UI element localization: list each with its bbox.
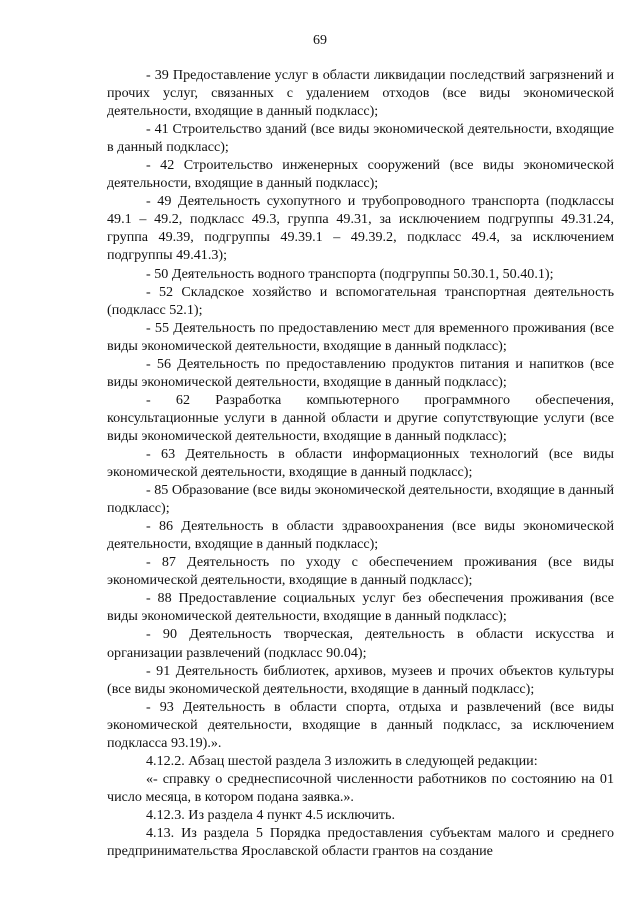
page-number: 69 bbox=[313, 33, 327, 48]
paragraph-4-12-3: 4.12.3. Из раздела 4 пункт 4.5 исключить. bbox=[146, 806, 396, 823]
paragraph-okved-62: - 62 Разработка компьютерного программного обеспечения, консультационные услуги в данной области и другие сопутствующие услуги (все виды экономической деятельности, входящие в данный подкласс); bbox=[107, 391, 614, 444]
paragraph-okved-42: - 42 Строительство инженерных сооружений (все виды экономической деятельности, входящие в данный подкласс); bbox=[107, 157, 614, 192]
paragraph-okved-41: - 41 Строительство зданий (все виды экономической деятельности, входящие в данный подкласс); bbox=[107, 121, 614, 156]
paragraph-okved-86: - 86 Деятельность в области здравоохранения (все виды экономической деятельности, входящие в данный подкласс); bbox=[107, 518, 614, 553]
paragraph-4-12-2: 4.12.2. Абзац шестой раздела 3 изложить в следующей редакции: bbox=[146, 752, 538, 769]
document-body bbox=[107, 66, 614, 860]
paragraph-okved-63: - 63 Деятельность в области информационных технологий (все виды экономической деятельности, входящие в данный подкласс); bbox=[107, 445, 614, 481]
paragraph-okved-52: - 52 Складское хозяйство и вспомогательная транспортная деятельность (подкласс 52.1); bbox=[107, 283, 614, 318]
paragraph-okved-50: - 50 Деятельность водного транспорта (подгруппы 50.30.1, 50.40.1); bbox=[146, 265, 554, 282]
paragraph-okved-91: - 91 Деятельность библиотек, архивов, музеев и прочих объектов культуры (все виды экономической деятельности, входящие в данный подкласс); bbox=[107, 662, 614, 697]
paragraph-okved-93: - 93 Деятельность в области спорта, отдыха и развлечений (все виды экономической деятельности, входящие в данный подкласс, за исключением подкласса 93.19).». bbox=[107, 698, 614, 751]
paragraph-okved-88: - 88 Предоставление социальных услуг без обеспечения проживания (все виды экономической деятельности, входящие в данный подкласс); bbox=[107, 590, 614, 625]
paragraph-quote-spravka: «- справку о среднесписочной численности работников по состоянию на 01 число месяца, в котором подана заявка.». bbox=[107, 770, 614, 805]
paragraph-okved-49: - 49 Деятельность сухопутного и трубопроводного транспорта (подклассы 49.1 – 49.2, подкласс 49.3, группа 49.31, за исключением подгруппы 49.31.24, группа 49.39, подгруппы 49.39.1 – 49.39.2, подкласс 49.4, за исключением подгруппы 49.41.3); bbox=[107, 193, 614, 264]
paragraph-4-13: 4.13. Из раздела 5 Порядка предоставления субъектам малого и среднего предпринимательства Ярославской области грантов на создание bbox=[107, 824, 614, 860]
paragraph-okved-55: - 55 Деятельность по предоставлению мест для временного проживания (все виды экономической деятельности, входящие в данный подкласс); bbox=[107, 319, 614, 354]
paragraph-okved-85: - 85 Образование (все виды экономической деятельности, входящие в данный подкласс); bbox=[107, 482, 614, 517]
paragraph-okved-87: - 87 Деятельность по уходу с обеспечением проживания (все виды экономической деятельности, входящие в данный подкласс); bbox=[107, 554, 614, 589]
paragraph-okved-39: - 39 Предоставление услуг в области ликвидации последствий загрязнений и прочих услуг, связанных с удалением отходов (все виды экономической деятельности, входящие в данный подкласс); bbox=[107, 67, 614, 120]
paragraph-okved-56: - 56 Деятельность по предоставлению продуктов питания и напитков (все виды экономической деятельности, входящие в данный подкласс); bbox=[107, 355, 614, 390]
paragraph-okved-90: - 90 Деятельность творческая, деятельность в области искусства и организации развлечений (подкласс 90.04); bbox=[107, 626, 614, 661]
